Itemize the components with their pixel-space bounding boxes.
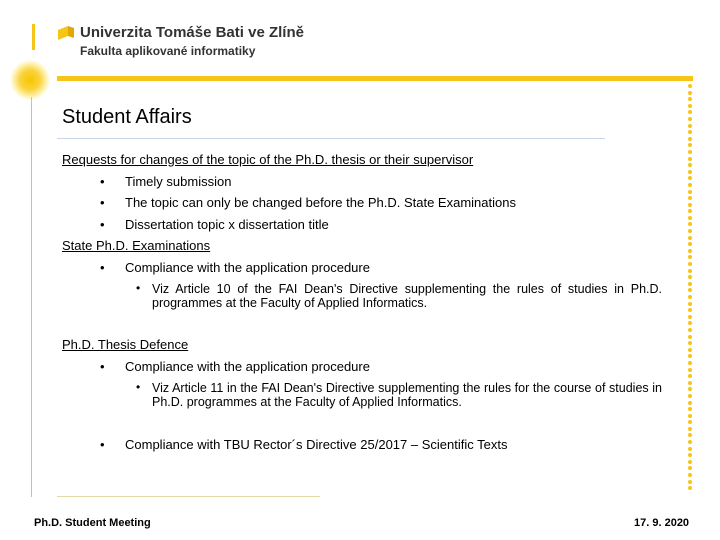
border-dot xyxy=(688,91,692,95)
border-dot xyxy=(688,143,692,147)
faculty-name: Fakulta aplikované informatiky xyxy=(80,44,256,58)
border-dot xyxy=(688,361,692,365)
sub-bullet-article-10: Viz Article 10 of the FAI Dean's Directive supplementing the rules of studies in Ph.D. programmes at the Faculty of Applied Informatics. xyxy=(152,282,662,310)
sub-bullet-marker: • xyxy=(136,380,141,394)
border-dot xyxy=(688,130,692,134)
border-dot xyxy=(688,308,692,312)
sub-bullet-article-11: Viz Article 11 in the FAI Dean's Directive supplementing the rules for the course of studies in Ph.D. programmes at the Faculty of Applied Informatics. xyxy=(152,381,662,409)
university-logo-icon xyxy=(58,26,74,42)
university-name: Univerzita Tomáše Bati ve Zlíně xyxy=(80,24,304,41)
border-dot xyxy=(688,190,692,194)
bullet-marker: • xyxy=(100,260,105,275)
border-dot xyxy=(688,394,692,398)
border-dot xyxy=(688,97,692,101)
border-dot xyxy=(688,84,692,88)
border-dot xyxy=(688,269,692,273)
section-heading-defence: Ph.D. Thesis Defence xyxy=(62,337,189,352)
border-dot xyxy=(688,196,692,200)
bullet-dissertation-topic: Dissertation topic x dissertation title xyxy=(125,217,329,232)
border-dot xyxy=(688,229,692,233)
border-dot xyxy=(688,295,692,299)
bullet-timely-submission: Timely submission xyxy=(125,174,232,189)
border-dot xyxy=(688,110,692,114)
border-dot xyxy=(688,157,692,161)
border-dot xyxy=(688,176,692,180)
bullet-marker: • xyxy=(100,195,105,210)
border-dot xyxy=(688,203,692,207)
footer-date: 17. 9. 2020 xyxy=(634,517,690,529)
bullet-marker: • xyxy=(100,217,105,232)
border-dot xyxy=(688,348,692,352)
border-dot xyxy=(688,262,692,266)
footer-event-name: Ph.D. Student Meeting xyxy=(34,517,151,529)
border-dot xyxy=(688,150,692,154)
border-dot xyxy=(688,163,692,167)
border-dot xyxy=(688,480,692,484)
bullet-rector-directive: Compliance with TBU Rector´s Directive 25/2017 – Scientific Texts xyxy=(125,437,508,452)
border-dot xyxy=(688,420,692,424)
border-dot xyxy=(688,275,692,279)
border-dot xyxy=(688,447,692,451)
border-dot xyxy=(688,302,692,306)
border-dot xyxy=(688,486,692,490)
border-dot xyxy=(688,236,692,240)
border-dot xyxy=(688,104,692,108)
bullet-marker: • xyxy=(100,174,105,189)
border-dot xyxy=(688,453,692,457)
border-dot xyxy=(688,341,692,345)
border-dot xyxy=(688,124,692,128)
border-dot xyxy=(688,401,692,405)
border-dot xyxy=(688,282,692,286)
border-dot xyxy=(688,335,692,339)
bottom-rule xyxy=(57,496,320,497)
border-dot xyxy=(688,183,692,187)
border-dot xyxy=(688,368,692,372)
border-dot xyxy=(688,374,692,378)
bullet-topic-change-timing: The topic can only be changed before the Ph.D. State Examinations xyxy=(125,195,516,210)
border-dot xyxy=(688,137,692,141)
bullet-marker: • xyxy=(100,437,105,452)
border-dot xyxy=(688,117,692,121)
border-dot xyxy=(688,427,692,431)
sub-bullet-marker: • xyxy=(136,281,141,295)
section-heading-state-exams: State Ph.D. Examinations xyxy=(62,238,211,253)
accent-vertical-line xyxy=(31,97,32,497)
border-dot xyxy=(688,466,692,470)
border-dot xyxy=(688,381,692,385)
border-dot xyxy=(688,387,692,391)
accent-circle xyxy=(10,60,50,100)
title-underline xyxy=(57,138,605,139)
logo-accent-bar xyxy=(32,24,35,50)
border-dot xyxy=(688,222,692,226)
border-dot xyxy=(688,170,692,174)
border-dot xyxy=(688,315,692,319)
border-dot xyxy=(688,216,692,220)
border-dot xyxy=(688,288,692,292)
slide-title: Student Affairs xyxy=(62,106,192,128)
section-heading-topic-change: Requests for changes of the topic of the Ph.D. thesis or their supervisor xyxy=(62,152,474,167)
border-dot xyxy=(688,249,692,253)
border-dot xyxy=(688,473,692,477)
border-dot xyxy=(688,354,692,358)
top-rule xyxy=(57,76,693,81)
border-dot xyxy=(688,407,692,411)
bullet-application-procedure: Compliance with the application procedure xyxy=(125,260,370,275)
bullet-marker: • xyxy=(100,359,105,374)
border-dot xyxy=(688,414,692,418)
border-dot xyxy=(688,440,692,444)
border-dot xyxy=(688,460,692,464)
border-dot xyxy=(688,328,692,332)
border-dot xyxy=(688,242,692,246)
border-dot xyxy=(688,255,692,259)
bullet-application-procedure: Compliance with the application procedure xyxy=(125,359,370,374)
border-dot xyxy=(688,209,692,213)
border-dot xyxy=(688,321,692,325)
dotted-border xyxy=(687,84,693,500)
border-dot xyxy=(688,433,692,437)
